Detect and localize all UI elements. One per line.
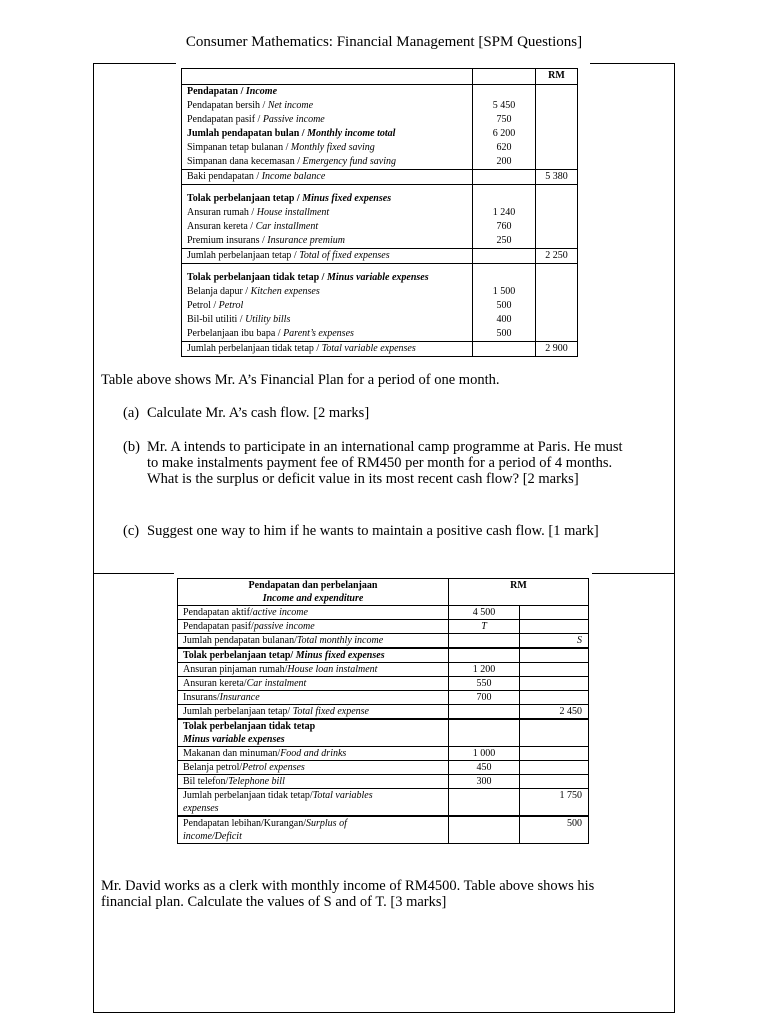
question-1-financial-plan-table [181,68,578,357]
table-row: Ansuran rumah / House installment 1 240 [182,206,578,220]
table-row: Ansuran kereta/Car instalment 550 [178,677,589,691]
total-income-row: Jumlah pendapatan bulanan/Total monthly income S [178,634,589,649]
income-heading: Pendapatan / Income [182,85,473,100]
variable-total-row: Jumlah perbelanjaan tidak tetap / Total variable expenses 2 900 [182,342,578,357]
fixed-expenses-heading: Tolak perbelanjaan tetap/ Minus fixed expenses [178,648,589,663]
table-row: Pendapatan aktif/active income 4 500 [178,606,589,620]
table-row: Makanan dan minuman/Food and drinks 1 000 [178,747,589,761]
table-row: Petrol / Petrol 500 [182,299,578,313]
question-1a: (a) Calculate Mr. A’s cash flow. [2 marks] [123,405,370,421]
table-row: Perbelanjaan ibu bapa / Parent’s expenses 500 [182,327,578,342]
monthly-income-total-row: Jumlah pendapatan bulan / Monthly income total 6 200 [182,127,578,141]
table-row: Pendapatan pasif/passive income T [178,620,589,634]
frame-top-left-rule [93,63,176,64]
page-title: Consumer Mathematics: Financial Management [SPM Questions] [185,34,583,50]
table-row: Ansuran kereta / Car installment 760 [182,220,578,234]
fixed-total-row: Jumlah perbelanjaan tetap / Total of fixed expenses 2 250 [182,249,578,264]
variable-total-row: Jumlah perbelanjaan tidak tetap/Total variables expenses 1 750 [178,789,589,817]
table-row: Premium insurans / Insurance premium 250 [182,234,578,249]
table-heading: Pendapatan dan perbelanjaan Income and expenditure [178,579,449,606]
question-2-text: Mr. David works as a clerk with monthly income of RM4500. Table above shows his financial plan. Calculate the values of S and of T. [3 marks] [101,878,595,910]
question-1c: (c) Suggest one way to him if he wants to maintain a positive cash flow. [1 mark] [123,523,599,539]
fixed-expenses-heading: Tolak perbelanjaan tetap / Minus fixed expenses [182,192,578,206]
question-1b: (b) Mr. A intends to participate in an international camp programme at Paris. He must to make instalments payment fee of RM450 per month for a period of 4 months. What is the surplus or deficit value in its most recent cash flow? [2 marks] [123,439,623,487]
question-1-intro: Table above shows Mr. A’s Financial Plan for a period of one month. [101,372,500,388]
table-row: Insurans/Insurance 700 [178,691,589,705]
frame-top-right-rule [590,63,674,64]
table-row: Simpanan tetap bulanan / Monthly fixed saving 620 [182,141,578,155]
table-row: Simpanan dana kecemasan / Emergency fund saving 200 [182,155,578,170]
table-row: Bil-bil utiliti / Utility bills 400 [182,313,578,327]
variable-expenses-heading: Tolak perbelanjaan tidak tetap Minus variable expenses [178,719,589,747]
income-balance-row: Baki pendapatan / Income balance 5 380 [182,170,578,185]
fixed-total-row: Jumlah perbelanjaan tetap/ Total fixed expense 2 450 [178,705,589,720]
variable-expenses-heading: Tolak perbelanjaan tidak tetap / Minus variable expenses [182,271,578,285]
table-row: Belanja dapur / Kitchen expenses 1 500 [182,285,578,299]
table-row: Ansuran pinjaman rumah/House loan instalment 1 200 [178,663,589,677]
surplus-deficit-row: Pendapatan lebihan/Kurangan/Surplus of income/Deficit 500 [178,816,589,844]
table-row: Bil telefon/Telephone bill 300 [178,775,589,789]
table-row: Pendapatan bersih / Net income 5 450 [182,99,578,113]
rm-header: RM [536,69,578,85]
rm-header: RM [449,579,589,606]
question-2-income-expenditure-table [177,578,589,844]
table-row: Belanja petrol/Petrol expenses 450 [178,761,589,775]
table-row: Pendapatan pasif / Passive income 750 [182,113,578,127]
